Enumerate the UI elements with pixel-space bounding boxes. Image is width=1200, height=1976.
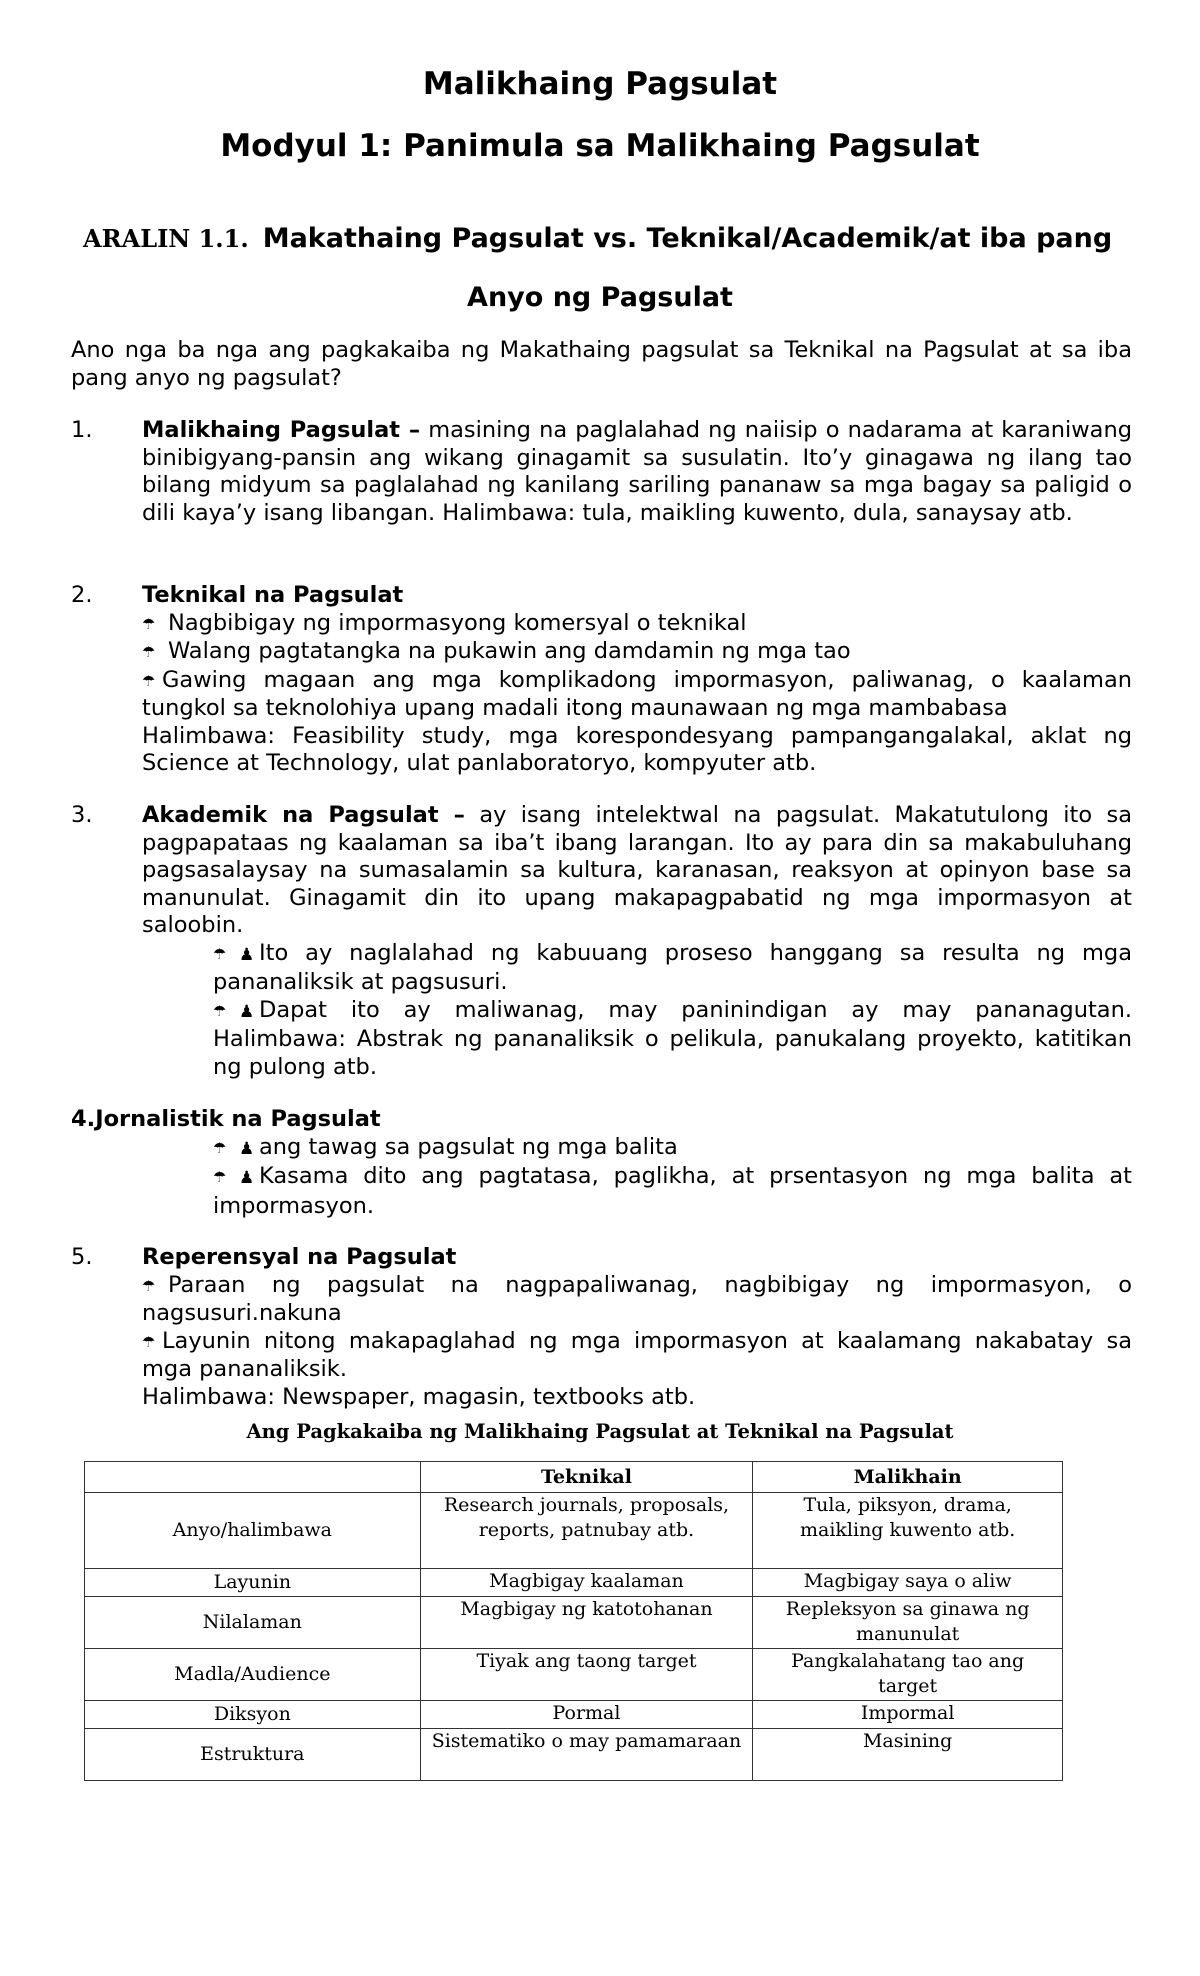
intro-paragraph: Ano nga ba nga ang pagkakaiba ng Makathaing pagsulat sa Teknikal na Pagsulat at sa iba pang anyo ng pagsulat? — [71, 337, 1132, 391]
table-cell: Repleksyon sa ginawa ng manunulat — [753, 1597, 1063, 1649]
item-heading-line — [71, 1106, 1132, 1134]
lesson-title: Makathaing Pagsulat vs. Teknikal/Academik/at iba pang — [262, 223, 1113, 254]
sub-bullet-line: ☂ ♟ Kasama dito ang pagtatasa, paglikha, at prsentasyon ng mga balita at impormasyon. — [213, 1163, 1132, 1219]
table-row — [85, 1569, 1063, 1597]
item-heading: Teknikal na Pagsulat — [142, 582, 404, 608]
table-row-label: Estruktura — [85, 1729, 421, 1781]
umbrella-bullet-icon: ☂ — [142, 1332, 156, 1351]
table-row-label: Anyo/halimbawa — [85, 1493, 421, 1569]
list-item — [71, 582, 1132, 778]
table-cell: Magbigay ng katotohanan — [420, 1597, 753, 1649]
umbrella-bullet-icon: ☂ — [213, 1001, 227, 1020]
table-header-cell: Teknikal — [420, 1462, 753, 1493]
item-paragraph — [142, 802, 1132, 940]
item-heading: Malikhaing Pagsulat – — [142, 417, 421, 443]
bullet-line: ☂ Nagbibigay ng impormasyong komersyal o teknikal — [142, 610, 1132, 639]
item-heading: Jornalistik na Pagsulat — [95, 1106, 381, 1132]
item-heading: Reperensyal na Pagsulat — [142, 1244, 457, 1270]
item-number: 3. — [71, 802, 93, 828]
figure-bullet-icon: ♟ — [239, 1168, 255, 1188]
table-row-label: Nilalaman — [85, 1597, 421, 1649]
list-item — [71, 1244, 1132, 1411]
table-row — [85, 1729, 1063, 1781]
item-content — [142, 1244, 1132, 1411]
table-row-label: Diksyon — [85, 1701, 421, 1729]
document-title: Malikhaing Pagsulat — [422, 66, 778, 102]
figure-bullet-icon: ♟ — [239, 944, 255, 965]
table-row — [85, 1493, 1063, 1569]
table-cell: Tula, piksyon, drama, maikling kuwento atb. — [753, 1493, 1063, 1569]
bullet-line: ☂ Walang pagtatangka na pukawin ang damdamin ng mga tao — [142, 638, 1132, 667]
comparison-table — [84, 1461, 1063, 1781]
table-cell: Pangkalahatang tao ang target — [753, 1649, 1063, 1701]
item-example: Halimbawa: Feasibility study, mga korespondesyang pampangangalakal, aklat ng Science at Technology, ulat panlaboratoryo, kompyuter atb. — [142, 722, 1132, 776]
item-content — [142, 582, 1132, 778]
item-number: 4. — [71, 1106, 96, 1132]
item-number: 5. — [71, 1244, 93, 1270]
umbrella-bullet-icon: ☂ — [213, 944, 227, 963]
table-cell: Magbigay kaalaman — [420, 1569, 753, 1597]
table-cell: Impormal — [753, 1701, 1063, 1729]
item-content — [142, 417, 1132, 527]
umbrella-bullet-icon: ☂ — [142, 1276, 156, 1295]
sub-bullet-line: ☂ ♟ Ito ay naglalahad ng kabuuang proseso hanggang sa resulta ng mga pananaliksik at pagsusuri. — [213, 939, 1132, 995]
table-header-cell — [85, 1462, 421, 1493]
table-row — [85, 1597, 1063, 1649]
table-cell: Masining — [753, 1729, 1063, 1781]
figure-bullet-icon: ♟ — [239, 1138, 255, 1159]
lesson-number: ARALIN 1.1. — [83, 224, 249, 253]
list-item — [71, 1106, 1132, 1220]
table-cell: Magbigay saya o aliw — [753, 1569, 1063, 1597]
bullet-line: ☂ Layunin nitong makapaglahad ng mga impormasyon at kaalamang nakabatay sa mga pananaliksik. — [142, 1327, 1132, 1382]
umbrella-bullet-icon: ☂ — [213, 1138, 227, 1157]
list-item — [71, 417, 1132, 527]
table-row-label: Layunin — [85, 1569, 421, 1597]
table-row-label: Madla/Audience — [85, 1649, 421, 1701]
bullet-line: ☂ Paraan ng pagsulat na nagpapaliwanag, nagbibigay ng impormasyon, o nagsusuri.nakuna — [142, 1271, 1132, 1326]
table-header-row — [85, 1462, 1063, 1493]
item-heading: Akademik na Pagsulat – — [142, 802, 465, 828]
umbrella-bullet-icon: ☂ — [142, 614, 156, 633]
umbrella-bullet-icon: ☂ — [142, 671, 156, 690]
umbrella-bullet-icon: ☂ — [213, 1168, 227, 1186]
table-cell: Sistematiko o may pamamaraan — [420, 1729, 753, 1781]
table-row — [85, 1649, 1063, 1701]
table-header-cell: Malikhain — [753, 1462, 1063, 1493]
item-text: masining na paglalahad ng naiisip o nadarama at karaniwang binibigyang-pansin ang wikang ginagamit sa susulatin. Ito’y ginagawa ng ilang tao bilang midyum sa paglalahad ng kanilang sariling pananaw sa mga bagay sa paligid o dili kaya’y isang libangan. Halimbawa: tula, maikling kuwento, dula, sanaysay atb. — [142, 417, 1132, 526]
sub-bullet-line: ☂ ♟ ang tawag sa pagsulat ng mga balita — [71, 1134, 1132, 1164]
table-caption: Ang Pagkakaiba ng Malikhaing Pagsulat at Teknikal na Pagsulat — [246, 1420, 954, 1443]
item-number: 2. — [71, 582, 93, 608]
lesson-title-continued: Anyo ng Pagsulat — [467, 282, 733, 313]
module-title: Modyul 1: Panimula sa Malikhaing Pagsulat — [220, 128, 980, 164]
item-text: ay isang intelektwal na pagsulat. Makatutulong ito sa pagpapataas ng kaalaman sa iba’t ibang larangan. Ito ay para din sa makabuluhang pagsasalaysay na sumasalamin sa kultura, karanasan, reaksyon at opinyon base sa manunulat. Ginagamit din ito upang makapagpabatid ng mga impormasyon at saloobin. — [142, 802, 1133, 938]
figure-bullet-icon: ♟ — [239, 1001, 255, 1022]
list-item — [71, 802, 1132, 1081]
umbrella-bullet-icon: ☂ — [142, 643, 156, 661]
table-cell: Tiyak ang taong target — [420, 1649, 753, 1701]
item-content — [142, 802, 1132, 1081]
table-row — [85, 1701, 1063, 1729]
table-cell: Research journals, proposals, reports, patnubay atb. — [420, 1493, 753, 1569]
lesson-heading — [83, 221, 1112, 254]
item-example: Halimbawa: Newspaper, magasin, textbooks atb. — [142, 1383, 696, 1410]
table-cell: Pormal — [420, 1701, 753, 1729]
item-number: 1. — [71, 417, 93, 443]
sub-bullet-line: ☂ ♟ Dapat ito ay maliwanag, may paninindigan ay may pananagutan. Halimbawa: Abstrak ng pananaliksik o pelikula, panukalang proyekto, katitikan ng pulong atb. — [213, 996, 1132, 1080]
bullet-line: ☂ Gawing magaan ang mga komplikadong impormasyon, paliwanag, o kaalaman tungkol sa teknolohiya upang madali itong maunawaan ng mga mambabasa — [142, 666, 1132, 721]
